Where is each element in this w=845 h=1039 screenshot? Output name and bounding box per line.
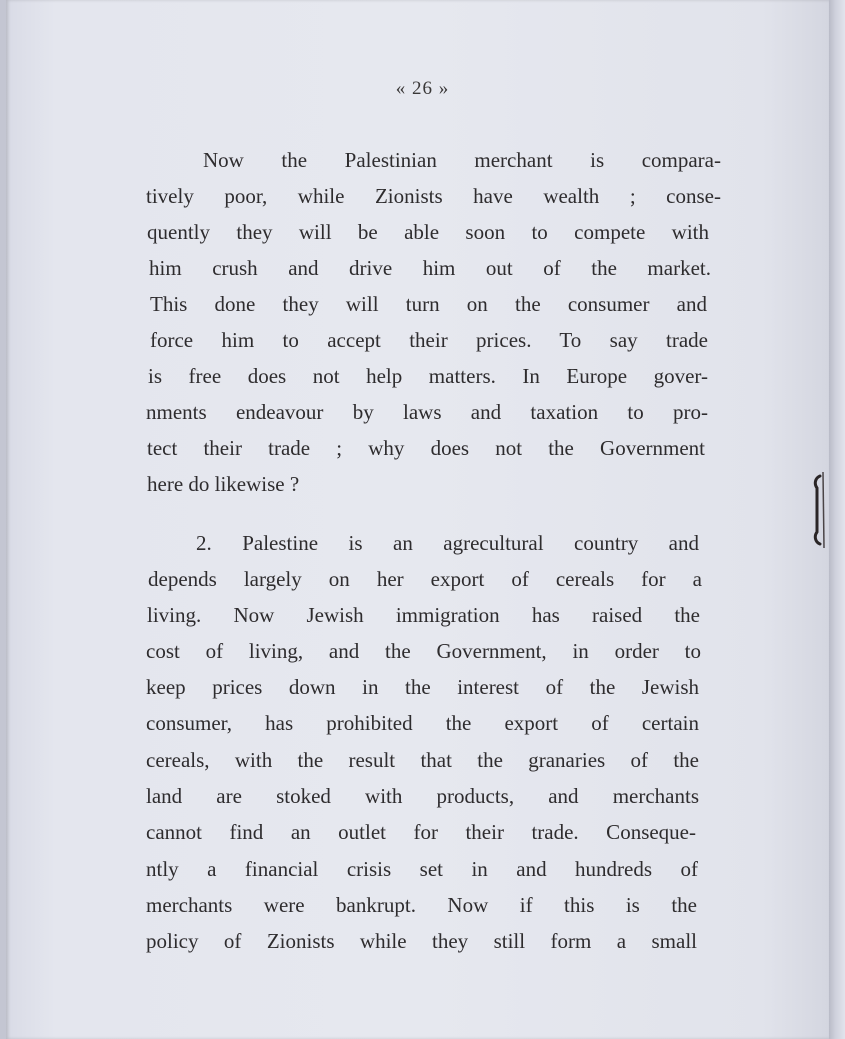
text-line: depends largely on her export of cereals for a [148, 567, 702, 591]
text-line: policy of Zionists while they still form a small [146, 929, 697, 953]
text-line: 2. Palestine is an agrecultural country and [196, 531, 699, 555]
text-line: him crush and drive him out of the market. [149, 256, 711, 280]
text-line: nments endeavour by laws and taxation to pro- [146, 400, 708, 424]
text-line: tively poor, while Zionists have wealth ; conse- [146, 184, 721, 208]
text-line: land are stoked with products, and merchants [146, 784, 699, 808]
text-line: tect their trade ; why does not the Government [147, 436, 705, 460]
text-line: This done they will turn on the consumer and [150, 292, 707, 316]
text-line: living. Now Jewish immigration has raised the [147, 603, 700, 627]
text-line: cost of living, and the Government, in order to [146, 639, 701, 663]
text-line: Now the Palestinian merchant is compara- [203, 148, 721, 172]
text-line: ntly a financial crisis set in and hundreds of [146, 857, 698, 881]
text-line: cannot find an outlet for their trade. Conseque- [146, 820, 696, 844]
binding-staple-icon [811, 470, 827, 550]
text-line: is free does not help matters. In Europe gover- [148, 364, 708, 388]
text-line: consumer, has prohibited the export of certain [146, 711, 699, 735]
text-line: cereals, with the result that the granaries of the [146, 748, 699, 772]
text-line: here do likewise ? [147, 472, 300, 496]
text-line: force him to accept their prices. To say trade [150, 328, 708, 352]
page-edge [829, 0, 845, 1039]
text-line: merchants were bankrupt. Now if this is the [146, 893, 697, 917]
page-number: « 26 » [395, 78, 450, 99]
text-line: quently they will be able soon to compete with [147, 220, 709, 244]
text-line: keep prices down in the interest of the Jewish [146, 675, 699, 699]
